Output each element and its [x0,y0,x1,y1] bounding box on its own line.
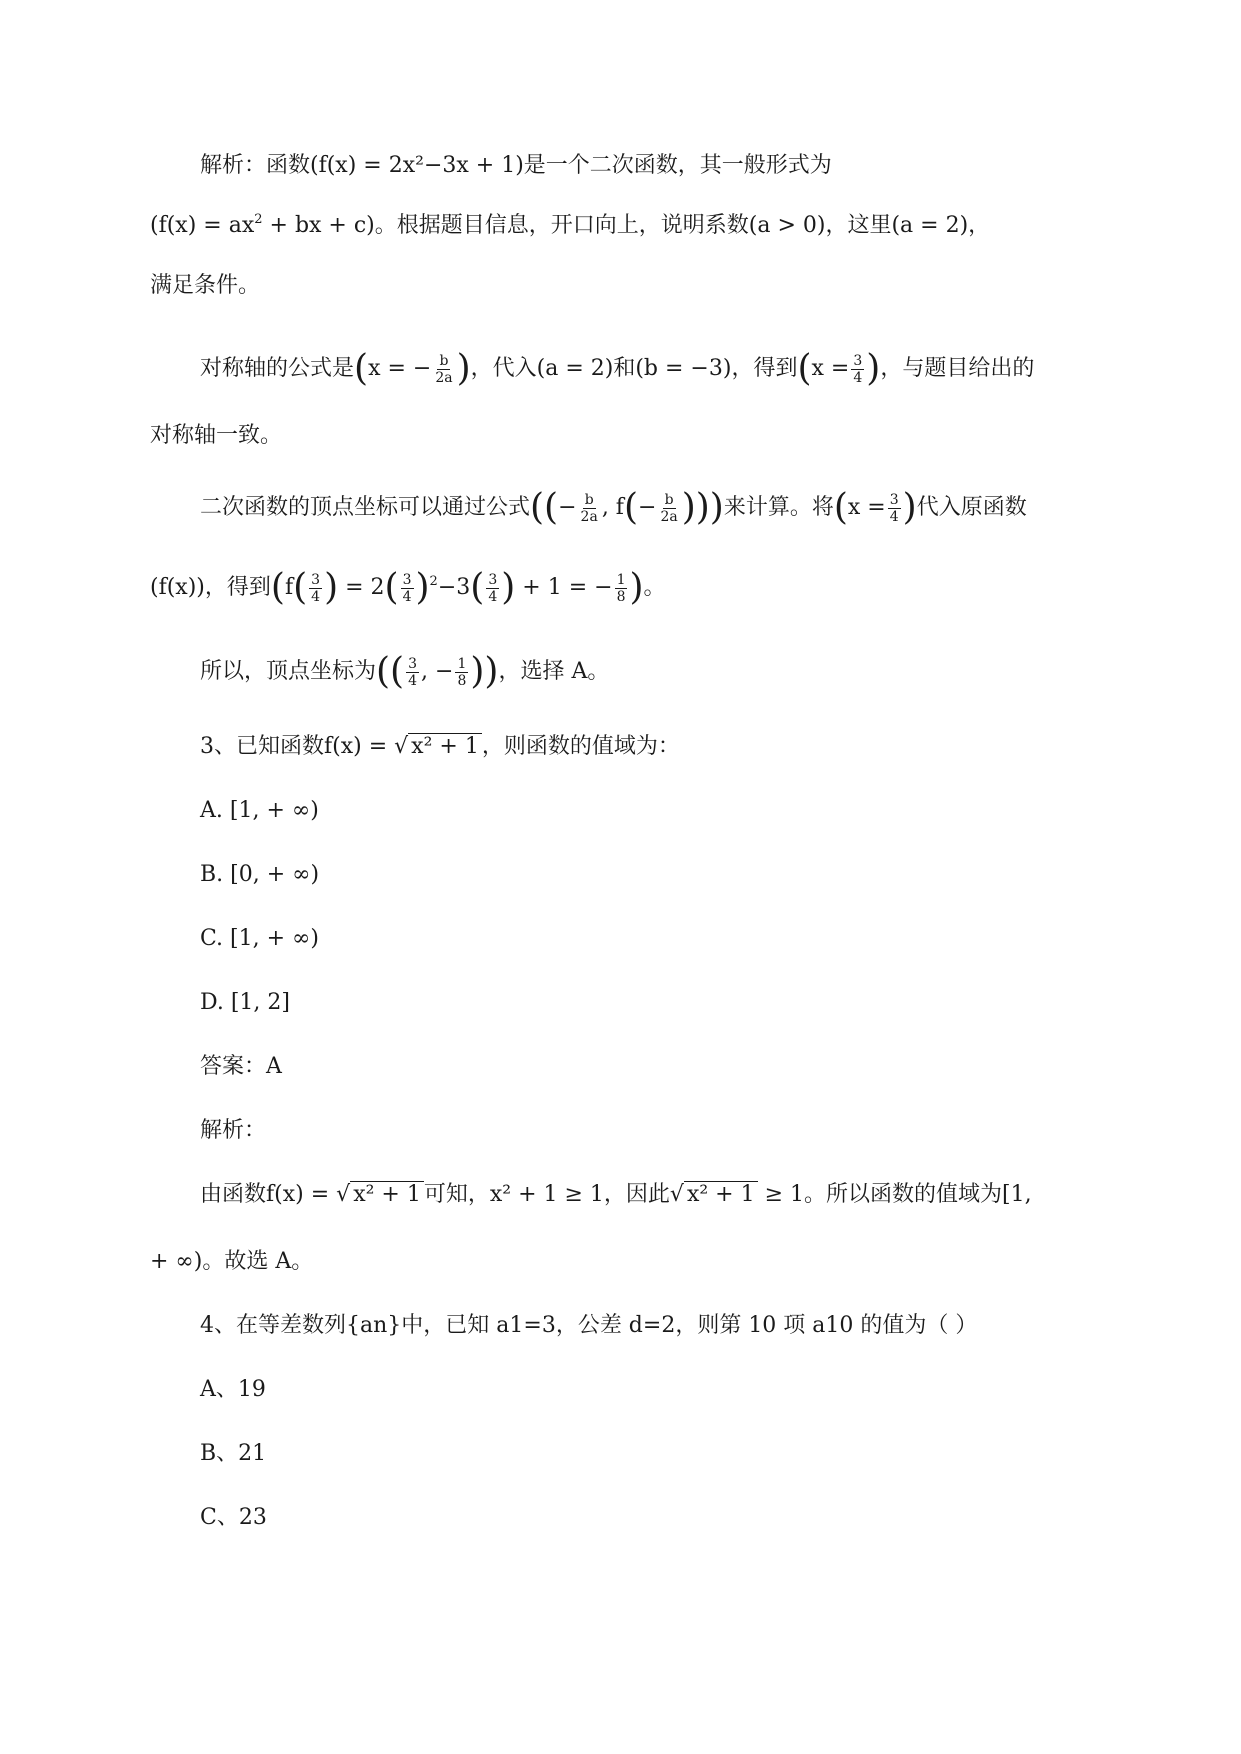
frac-den: 2a [660,508,678,525]
p3-neg: − [558,495,577,520]
fraction-1-over-8 [615,572,628,605]
p3-calc1: f [284,575,294,600]
fraction-3-over-4 [486,572,499,605]
paren-open: ( [293,567,308,608]
p2-post: ，与题目给出的 [880,356,1035,381]
paren-close: )) [470,651,499,692]
p1-sup: 2 [254,212,263,227]
q4-option-c: C、23 [200,1505,267,1530]
frac-num: 1 [457,655,467,672]
q3-option-c: C. [1, + ∞) [200,926,319,951]
q3-explanation-line2: + ∞)。故选 A。 [150,1249,314,1274]
p3-line2 [150,568,666,608]
p3-line1 [200,488,1027,528]
frac-den: 8 [457,672,467,689]
paren-open: (( [376,651,405,692]
fraction-1-over-8 [455,656,468,689]
frac-num: b [439,352,449,369]
p3-calc2: = 2 [338,575,385,600]
frac-num: 3 [889,491,899,508]
frac-num: b [664,491,674,508]
p3-f: , f [601,495,624,520]
q3-answer: 答案：A [200,1054,282,1079]
radicand: x² + 1 [684,1181,758,1207]
fraction-b-over-2a [658,492,679,525]
frac-den: 4 [402,588,412,605]
p4-line1 [200,652,609,692]
q3-option-a: A. [1, + ∞) [200,798,319,823]
paren-open: ( [623,487,638,528]
p2-mid: ，代入(a = 2)和(b = −3)，得到 [470,356,798,381]
q3-option-b: B. [0, + ∞) [200,862,320,887]
p1-line1: 解析：函数(f(x) = 2x²−3x + 1)是一个二次函数，其一般形式为 [200,153,832,178]
p3-calc3: −3 [437,575,471,600]
paren-close: ) [324,567,339,608]
frac-num: 1 [616,571,626,588]
p3-sq: 2 [429,574,438,589]
exp-e: ≥ 1。所以函数的值域为[1, [757,1182,1032,1207]
p2-line2: 对称轴一致。 [150,423,283,448]
frac-den: 8 [616,588,626,605]
paren-open: ( [797,348,812,389]
frac-num: 3 [402,571,412,588]
p4-post: ，选择 A。 [498,659,610,684]
paren-close: ) [415,567,430,608]
frac-num: 3 [488,571,498,588]
p4-pre: 所以，顶点坐标为 [200,659,377,684]
sqrt-expression: √ x² + 1 [670,1175,758,1215]
p2-xeq: x = − [368,356,432,381]
frac-num: 3 [853,352,863,369]
q3-stem-b: f(x) = [324,734,395,759]
p3-mid: 来计算。将 [723,495,834,520]
paren-open: ( [354,348,369,389]
paren-close: ) [902,487,917,528]
paren-open: (( [530,487,559,528]
p3-pre: 二次函数的顶点坐标可以通过公式 [200,495,531,520]
p3-neg2: − [638,495,657,520]
q3-stem-a: 3、已知函数 [200,734,324,759]
q3-stem [200,727,680,767]
fraction-b-over-2a [579,492,600,525]
paren-open: ( [384,567,399,608]
exp-c: 可知， [423,1182,490,1207]
exp-b: f(x) = [266,1182,337,1207]
p1-line2 [150,206,990,246]
frac-num: 3 [408,655,418,672]
paren-open: ( [270,567,285,608]
paren-close: ))) [681,487,724,528]
p1-l2c: + bx + c)。根据题目信息，开口向上，说明系数(a > 0)，这里(a = 2)， [262,213,991,238]
paren-open: ( [470,567,485,608]
exp-a: 由函数 [200,1182,267,1207]
fraction-3-over-4 [888,492,901,525]
frac-den: 4 [889,508,899,525]
paren-close: ) [629,567,644,608]
p3-xeq: x = [847,495,886,520]
fraction-b-over-2a [433,353,454,386]
sqrt-expression: √ x² + 1 [336,1175,424,1215]
sqrt-expression: √ x² + 1 [394,727,482,767]
frac-den: 4 [488,588,498,605]
fraction-3-over-4 [406,656,419,689]
q3-stem-c: ，则函数的值域为： [481,734,680,759]
q3-option-d: D. [1, 2] [200,990,290,1015]
paren-open: ( [833,487,848,528]
p3-post: 代入原函数 [916,495,1027,520]
q3-analysis-label: 解析： [200,1118,267,1143]
radicand: x² + 1 [350,1181,424,1207]
p4-comma: , − [421,659,454,684]
p2-line1 [200,349,1034,389]
p1-l2a: (f(x) = ax [150,213,255,238]
p3-calc4: + 1 = − [515,575,613,600]
frac-den: 4 [853,369,863,386]
p3-l2a: (f(x))，得到 [150,575,271,600]
q3-explanation-line1 [200,1175,1032,1215]
frac-den: 4 [311,588,321,605]
frac-den: 2a [580,508,598,525]
p3-l2end: 。 [643,575,666,600]
frac-num: b [584,491,594,508]
p2-xeq2: x = [811,356,850,381]
fraction-3-over-4 [401,572,414,605]
frac-den: 4 [408,672,418,689]
frac-den: 2a [435,369,453,386]
exp-d: x² + 1 ≥ 1，因此 [489,1182,670,1207]
paren-close: ) [456,348,471,389]
p2-pre: 对称轴的公式是 [200,356,355,381]
q4-option-a: A、19 [200,1377,266,1402]
paren-close: ) [866,348,881,389]
q4-stem: 4、在等差数列{an}中，已知 a1=3，公差 d=2，则第 10 项 a10 的值为（ ） [200,1313,978,1338]
frac-num: 3 [311,571,321,588]
p1-line3: 满足条件。 [150,273,261,298]
paren-close: ) [501,567,516,608]
fraction-3-over-4 [851,353,864,386]
fraction-3-over-4 [309,572,322,605]
q4-option-b: B、21 [200,1441,267,1466]
radicand: x² + 1 [408,733,482,759]
